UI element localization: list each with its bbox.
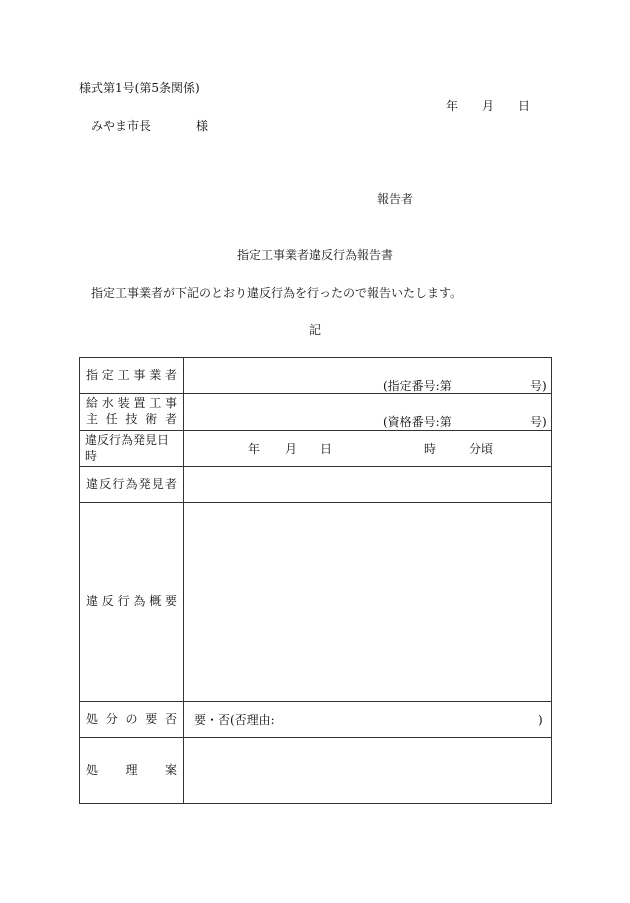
engineer-label-cell xyxy=(80,394,184,431)
discovery-minute-label: 分頃 xyxy=(469,442,494,456)
handling-plan-label-cell xyxy=(80,738,184,804)
date-month-label: 月 xyxy=(482,99,495,113)
form-number: 様式第1号(第5条関係) xyxy=(79,81,200,95)
reporter-label: 報告者 xyxy=(377,192,414,206)
honorific: 様 xyxy=(196,119,209,133)
engineer-label: 給 水 装 置 工 事 主 任 技 術 者 xyxy=(86,396,177,426)
row-summary xyxy=(80,503,552,702)
document-title: 指定工事業者違反行為報告書 xyxy=(236,248,393,262)
discovery-datetime-value-cell[interactable] xyxy=(184,431,552,467)
designation-number-suffix: 号) xyxy=(530,379,547,393)
addressee: みやま市長 xyxy=(91,119,152,133)
ki-label: 記 xyxy=(308,323,321,337)
row-contractor xyxy=(80,358,552,394)
disposal-need-label-cell xyxy=(80,702,184,738)
contractor-value-cell[interactable] xyxy=(184,358,552,394)
qualification-number-suffix: 号) xyxy=(530,415,547,429)
disposal-need-close-paren: ) xyxy=(538,713,543,727)
disposal-need-label: 処 分 の 要 否 xyxy=(86,711,177,726)
contractor-label: 指 定 工 事 業 者 xyxy=(86,367,177,382)
disposal-need-value-cell[interactable] xyxy=(184,702,552,738)
handling-plan-value-cell[interactable] xyxy=(184,738,552,804)
discoverer-label-cell xyxy=(80,467,184,503)
handling-plan-label: 処 理 案 xyxy=(86,762,177,777)
engineer-value-cell[interactable] xyxy=(184,394,552,431)
discovery-year-label: 年 xyxy=(248,442,261,456)
row-disposal-need xyxy=(80,702,552,738)
discovery-datetime-label-cell xyxy=(80,431,184,467)
discovery-month-label: 月 xyxy=(285,442,298,456)
qualification-number-prefix: (資格番号:第 xyxy=(383,415,452,429)
row-handling-plan xyxy=(80,738,552,804)
summary-label: 違 反 行 為 概 要 xyxy=(86,594,177,609)
row-discoverer xyxy=(80,467,552,503)
report-table xyxy=(79,357,552,804)
discoverer-label: 違 反 行 為 発 見 者 xyxy=(86,476,177,491)
designation-number-prefix: (指定番号:第 xyxy=(383,379,452,393)
discoverer-value-cell[interactable] xyxy=(184,467,552,503)
date-year-label: 年 xyxy=(446,99,459,113)
summary-label-cell xyxy=(80,503,184,702)
discovery-day-label: 日 xyxy=(320,442,333,456)
row-discovery-datetime xyxy=(80,431,552,467)
contractor-label-cell xyxy=(80,358,184,394)
discovery-datetime-label: 違反行為発見日時 xyxy=(85,432,170,463)
discovery-hour-label: 時 xyxy=(424,442,437,456)
intro-text: 指定工事業者が下記のとおり違反行為を行ったので報告いたします。 xyxy=(91,286,463,300)
date-day-label: 日 xyxy=(518,99,531,113)
row-engineer xyxy=(80,394,552,431)
summary-value-cell[interactable] xyxy=(184,503,552,702)
disposal-need-options[interactable]: 要・否(否理由: xyxy=(194,713,275,727)
